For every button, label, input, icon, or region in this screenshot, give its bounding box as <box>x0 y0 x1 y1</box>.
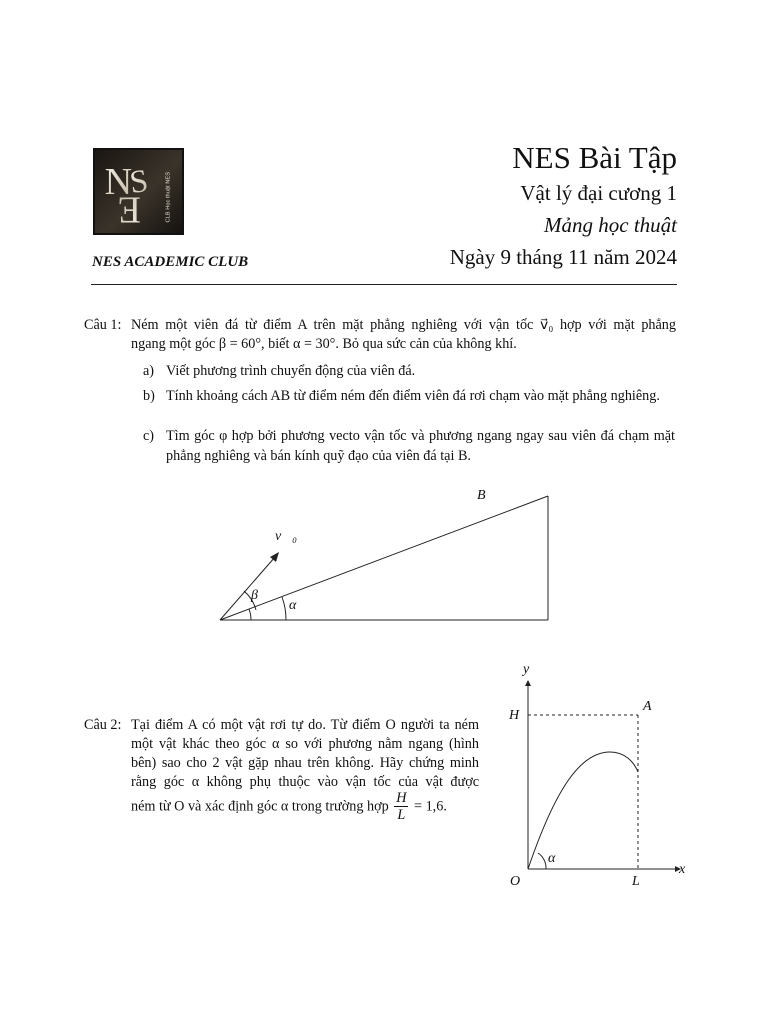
q1-item-a-label: a) <box>143 363 155 379</box>
trajectory-curve <box>528 752 638 869</box>
q2-label: Câu 2: <box>84 717 122 733</box>
label-b: B <box>477 488 486 503</box>
club-name: NES ACADEMIC CLUB <box>92 254 249 270</box>
logo-letter-e: E <box>117 188 141 231</box>
label-beta: β <box>251 588 258 603</box>
fraction-denominator: L <box>397 807 406 823</box>
alpha-arc-o <box>538 853 546 869</box>
q1-label: Câu 1: <box>84 317 122 333</box>
area-title: Mảng học thuật <box>544 213 677 237</box>
y-axis-arrowhead <box>525 680 531 686</box>
label-x: x <box>679 862 686 877</box>
q2-line1: Tại điểm A có một vật rơi tự do. Từ điểm O người ta ném <box>131 717 479 733</box>
page-title: NES Bài Tập <box>512 140 677 175</box>
label-alpha: α <box>289 598 297 613</box>
label-y: y <box>523 662 530 677</box>
q2-line2: một vật khác theo góc α so với phương nằm ngang (hình <box>131 736 479 752</box>
label-l: L <box>632 874 640 889</box>
q1-item-b-label: b) <box>143 388 155 404</box>
logo-letter-n: N <box>104 160 133 203</box>
q2-line3: bên) sao cho 2 vật gặp nhau trên không. Hãy chứng minh <box>131 755 479 771</box>
label-o: O <box>510 874 521 889</box>
label-a: A <box>643 699 652 714</box>
ratio-value: = 1,6. <box>414 798 447 815</box>
subject-title: Vật lý đại cương 1 <box>520 181 677 205</box>
logo-caption: CLB Học thuật NES <box>165 171 172 223</box>
label-h: H <box>509 708 520 723</box>
label-v0: v⃗₀ <box>275 529 297 544</box>
q1-line1: Ném một viên đá từ điểm A trên mặt phẳng nghiêng với vận tốc v⃗₀ hợp với mặt phẳng <box>131 317 676 333</box>
q1-item-a-text: Viết phương trình chuyển động của viên đá. <box>166 363 416 379</box>
q2-line4: rằng góc α không phụ thuộc vào vận tốc của vật được <box>131 774 479 790</box>
fraction-numerator: H <box>396 790 407 806</box>
q1-item-b-text: Tính khoảng cách AB từ điểm ném đến điểm viên đá rơi chạm vào mặt phẳng nghiêng. <box>166 388 660 404</box>
q2-line5-text: ném từ O và xác định góc α trong trường hợp <box>131 798 389 815</box>
q1-line2: ngang một góc β = 60°, biết α = 30°. Bỏ qua sức cản của không khí. <box>131 336 517 352</box>
q1-item-c-label: c) <box>143 428 155 444</box>
logo-letter-s: S <box>127 162 151 202</box>
label-alpha-2: α <box>548 851 556 866</box>
date-line: Ngày 9 tháng 11 năm 2024 <box>449 245 677 269</box>
q1-item-c-text: Tìm góc φ hợp bởi phương vecto vận tốc và phương ngang ngay sau viên đá chạm mặt phẳng nghiêng và bán kính quỹ đạo của viên đá tại B. <box>166 428 675 464</box>
